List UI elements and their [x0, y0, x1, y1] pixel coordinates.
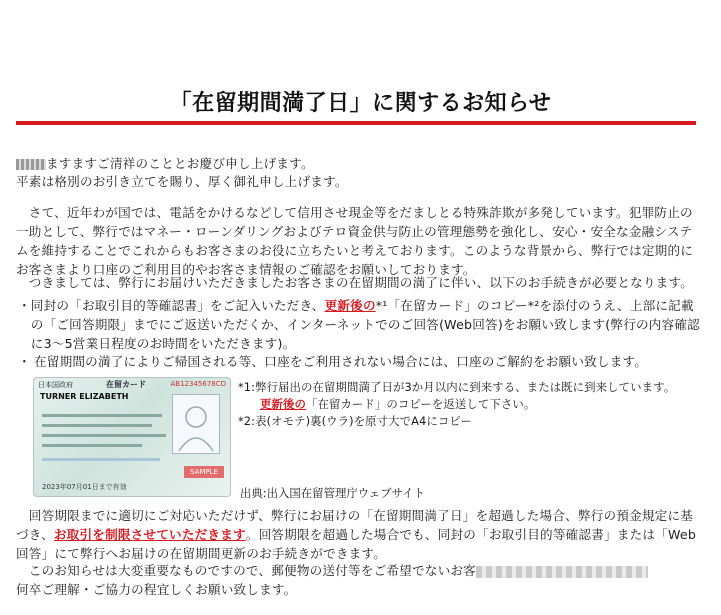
note-1-red-emphasis: 更新後の: [260, 397, 306, 411]
card-header: [34, 378, 230, 392]
bullet-item-2: [18, 352, 702, 371]
bullet-dot: ・: [18, 354, 31, 369]
card-validity: 2023年07月01日まで有効: [42, 483, 127, 491]
card-text-line: [42, 414, 162, 417]
note-2: *2:表(オモテ)裏(ウラ)を原寸大でA4にコピー: [238, 414, 472, 428]
blurred-text: [476, 566, 648, 578]
para-3-red-emphasis: お取引を制限させていただきます: [53, 527, 246, 542]
paragraph-deadline: [16, 506, 704, 563]
card-number: AB12345678CD: [170, 380, 226, 388]
greeting-text-1: ますますご清祥のこととお慶び申し上げます。: [46, 156, 314, 171]
note-1-line-2: 「在留カード」のコピーを返送して下さい。: [305, 397, 536, 411]
greeting-line-2: 平素は格別のお引き立てを賜り、厚く御礼申し上げます。: [16, 174, 348, 189]
greeting-line-1: [16, 154, 704, 173]
residence-card-sample-image: [33, 377, 231, 497]
card-photo-placeholder: [172, 394, 220, 454]
para-3-post: 。回答期限を超過した場合でも、同封の「お取引目的等確認書」または「Web回答」にて弊行へお届けの在留期間更新のお手続きができます。: [16, 527, 697, 561]
paragraph-procedure: つきましては、弊行にお届けいただきましたお客さまの在留期間の満了に伴い、以下のお手続きが必要となります。: [16, 275, 694, 290]
blurred-salutation: [16, 159, 46, 170]
bullet-1-post: *¹「在留カード」のコピー*²を添付のうえ、上部に記載の「ご回答期限」までにご返送いただくか、インターネットでのご回答(Web回答)をお願い致します(弊行の内容確認に3～5営業日程度のお時間をいただきます)。: [30, 298, 700, 351]
card-label: 在留カード: [106, 380, 146, 389]
note-1-line-1: *1:弊行届出の在留期間満了日が3か月以内に到来する、または既に到来しています。: [238, 380, 676, 394]
card-country: 日本国政府: [38, 381, 73, 389]
title-underline: [16, 121, 696, 125]
card-text-line: [42, 434, 166, 437]
card-text-line: [42, 458, 160, 461]
bullet-item-2-text: 在留期間の満了によりご帰国される等、口座をご利用されない場合には、口座のご解約をお願い致します。: [34, 354, 648, 369]
bullet-item-1-text: [31, 296, 702, 353]
paragraph-fraud-notice: さて、近年わが国では、電話をかけるなどして信用させ現金等をだましとる特殊詐欺が多発しています。犯罪防止の一助として、弊行ではマネー・ローンダリングおよびテロ資金供与防止の管理態勢を強化し、安心・安全な金融システムを維持することでこれからもお客さまのお役に立ちたいと考えております。このような背景から、弊行では定期的にお客さまより口座のご利用目的やお客さま情報のご確認をお願いしております。: [16, 205, 694, 277]
paragraph-closing: 何卒ご理解・ご協力の程宜しくお願い致します。: [16, 582, 297, 597]
note-1: [238, 379, 675, 413]
card-text-line: [42, 424, 152, 427]
bullet-1-pre: 同封の「お取引目的等確認書」をご記入いただき、: [30, 298, 325, 313]
card-text-line: [42, 444, 142, 447]
paragraph-important: [16, 561, 704, 580]
bullet-item-1: [18, 296, 702, 353]
card-sample-badge: SAMPLE: [184, 466, 224, 478]
bullet-dot: ・: [18, 298, 31, 313]
para-3-pre: 回答期限までに適切にご対応いただけず、弊行にお届けの「在留期間満了日」を超過した場合、弊行の預金規定に基づき、: [16, 508, 694, 542]
image-source-credit: 出典:出入国在留管理庁ウェブサイト: [240, 486, 425, 500]
notice-title: 「在留期間満了日」に関するお知らせ: [169, 91, 552, 116]
card-holder-name: TURNER ELIZABETH: [40, 392, 129, 401]
bullet-1-red-emphasis: 更新後の: [324, 298, 376, 313]
para-4-text: このお知らせは大変重要なものですので、郵便物の送付等をご希望でないお客: [16, 563, 476, 578]
